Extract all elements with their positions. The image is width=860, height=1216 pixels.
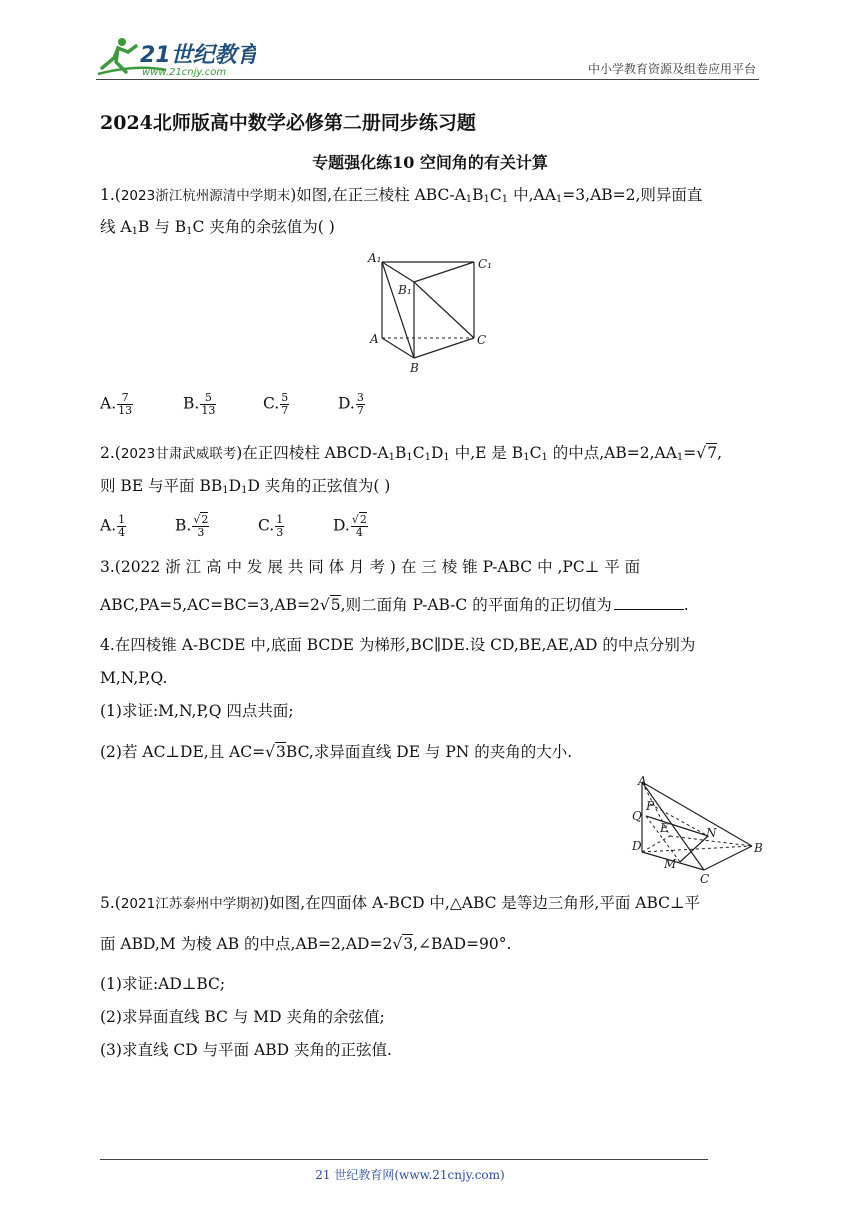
- q3-line2: ABC,PA=5,AC=BC=3,AB=2√5,则二面角 P-AB-C 的平面角的正切值为 .: [100, 596, 689, 614]
- q1-fig-label: B: [410, 361, 419, 375]
- q1-fig-label: B₁: [398, 283, 412, 297]
- q5-part1: (1)求证:AD⊥BC;: [100, 975, 226, 993]
- q1-fig-label: C: [477, 333, 487, 347]
- footer-link[interactable]: 21 世纪教育网(www.21cnjy.com): [315, 1168, 505, 1182]
- q2-option-d[interactable]: D. $\frac{√2}{4}$: [333, 513, 367, 539]
- q5-line2: 面 ABD,M 为棱 AB 的中点,AB=2,AD=2√3,∠BAD=90°.: [100, 935, 512, 953]
- q4-pyramid-figure: [628, 774, 768, 886]
- q5-part2: (2)求异面直线 BC 与 MD 夹角的余弦值;: [100, 1008, 385, 1026]
- document-title: 2024北师版高中数学必修第二册同步练习题: [100, 112, 476, 134]
- q2-line1: 2.(2023甘肃武威联考)在正四棱柱 ABCD-$A_1B_1C_1D_1$ 中,E 是 $B_1C_1$ 的中点$,AB=2,AA_1=√7$,: [100, 444, 722, 463]
- q5-part3: (3)求直线 CD 与平面 ABD 夹角的正弦值.: [100, 1041, 392, 1059]
- platform-name: 中小学教育资源及组卷应用平台: [587, 62, 756, 76]
- q1-line1: 1.(2023浙江杭州源清中学期末)如图,在正三棱柱 ABC-$A_1B_1C_1$ 中$,AA_1=3,AB=2$,则异面直: [100, 186, 703, 205]
- q3-answer-blank[interactable]: [614, 609, 684, 610]
- q5-line1: 5.(2021江苏泰州中学期初)如图,在四面体 A-BCD 中,△ABC 是等边三角形,平面 ABC⊥平: [100, 894, 701, 912]
- logo-text: 21世纪教育: [140, 43, 256, 68]
- q1-option-c[interactable]: C. $\frac{5}{7}$: [263, 391, 289, 417]
- q4-fig-label: A: [638, 774, 647, 788]
- header-divider: [96, 79, 759, 80]
- section-title: 专题强化练10 空间角的有关计算: [312, 153, 548, 172]
- logo-url: www.21cnjy.com: [142, 67, 227, 78]
- q4-line1: 4.在四棱锥 A-BCDE 中,底面 BCDE 为梯形,BC∥DE.设 CD,BE,AE,AD 的中点分别为: [100, 636, 696, 654]
- q4-fig-label: E: [660, 821, 669, 835]
- site-logo: [96, 34, 256, 80]
- q4-fig-label: N: [706, 826, 717, 840]
- q4-fig-label: P: [646, 799, 655, 813]
- q1-fig-label: A: [370, 332, 379, 346]
- q1-option-d[interactable]: D. $\frac{3}{7}$: [338, 391, 364, 417]
- q1-fig-label: C₁: [478, 257, 492, 271]
- q4-part2: (2)若 AC⊥DE,且 AC=√3BC,求异面直线 DE 与 PN 的夹角的大小.: [100, 743, 573, 761]
- q2-option-a[interactable]: A. $\frac{1}{4}$: [100, 513, 126, 539]
- q1-prism-figure: [364, 250, 494, 378]
- q2-option-b[interactable]: B. $\frac{√2}{3}$: [175, 513, 209, 539]
- q4-fig-label: D: [632, 839, 642, 853]
- q4-fig-label: Q: [632, 809, 642, 823]
- q2-line2: 则 BE 与平面 $BB_1D_1D$ 夹角的正弦值为( ): [100, 477, 391, 496]
- q1-option-b[interactable]: B. $\frac{5}{13}$: [183, 391, 216, 417]
- q3-line1: 3.(2022 浙 江 高 中 发 展 共 同 体 月 考 ) 在 三 棱 锥 P-ABC 中 ,PC⊥ 平 面: [100, 558, 641, 576]
- q2-option-c[interactable]: C. $\frac{1}{3}$: [258, 513, 284, 539]
- q4-fig-label: M: [664, 857, 677, 871]
- q1-line2: 线 $A_1B$ 与 $B_1C$ 夹角的余弦值为( ): [100, 218, 335, 237]
- q1-option-a[interactable]: A. $\frac{7}{13}$: [100, 391, 133, 417]
- q4-part1: (1)求证:M,N,P,Q 四点共面;: [100, 702, 294, 720]
- q4-fig-label: C: [700, 872, 710, 886]
- q1-fig-label: A₁: [368, 251, 382, 265]
- footer-divider: [100, 1159, 708, 1160]
- q4-line2: M,N,P,Q.: [100, 669, 168, 687]
- q4-fig-label: B: [754, 841, 763, 855]
